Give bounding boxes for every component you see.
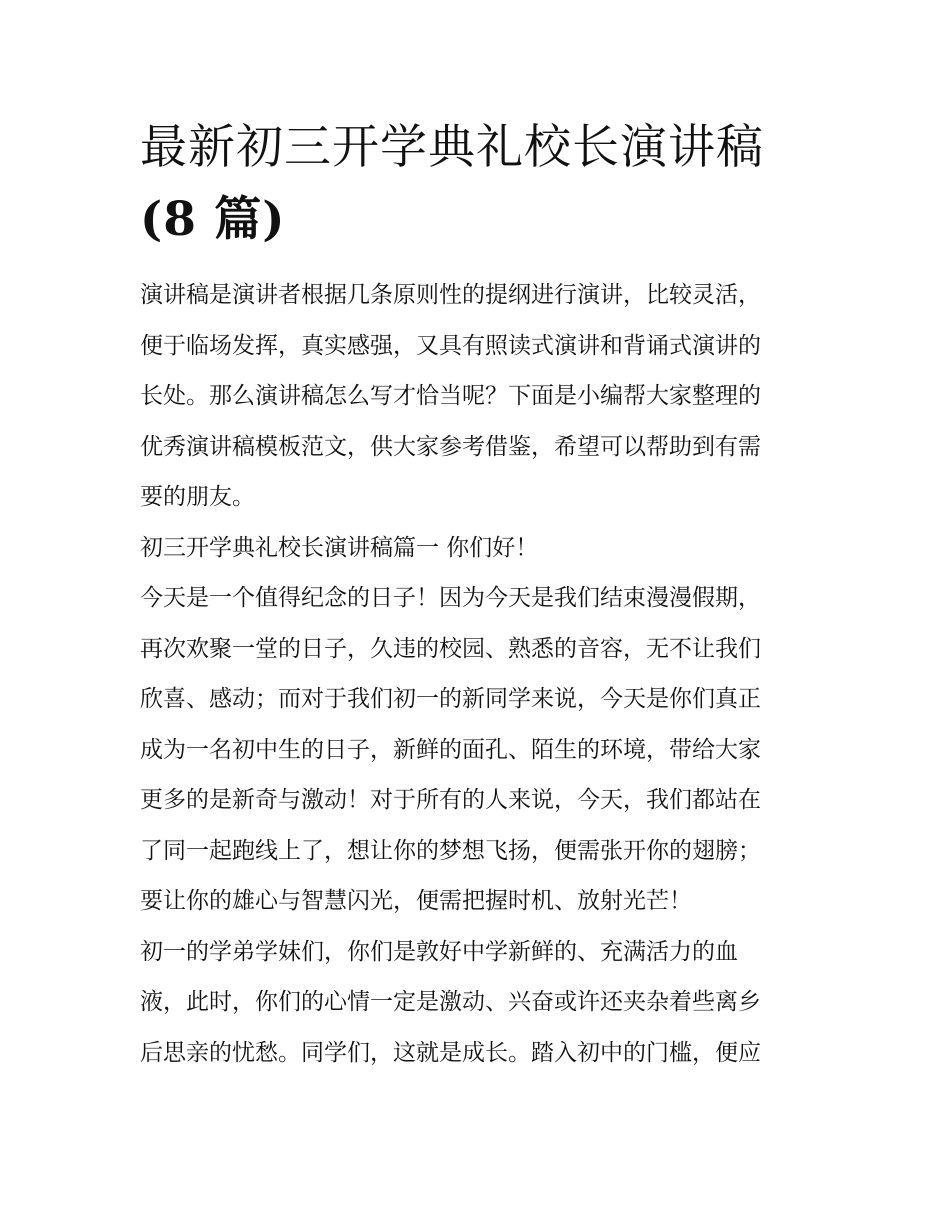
text-line: 了同一起跑线上了，想让你的梦想飞扬，便需张开你的翅膀； — [140, 837, 761, 864]
section-heading-paragraph — [140, 523, 812, 574]
text-line: 后思亲的忧愁。同学们，这就是成长。踏入初中的门槛，便应 — [140, 1039, 761, 1066]
text-line: 优秀演讲稿模板范文，供大家参考借鉴，希望可以帮助到有需 — [140, 433, 761, 460]
body-paragraph-1 — [140, 573, 812, 927]
title-line-1: 最新初三开学典礼校长演讲稿 — [140, 120, 764, 175]
text-line: 长处。那么演讲稿怎么写才恰当呢？下面是小编帮大家整理的 — [140, 383, 761, 409]
text-line: 要让你的雄心与智慧闪光，便需把握时机、放射光芒！ — [140, 888, 692, 914]
document-title — [140, 112, 812, 256]
text-line: 更多的是新奇与激动！对于所有的人来说，今天，我们都站在 — [140, 787, 761, 813]
text-line: 初一的学弟学妹们，你们是敦好中学新鲜的、充满活力的血 — [140, 938, 738, 965]
text-line: 初三开学典礼校长演讲稿篇一 你们好！ — [140, 534, 539, 561]
text-line: 欣喜、感动；而对于我们初一的新同学来说，今天是你们真正 — [140, 686, 761, 712]
text-line: 便于临场发挥，真实感强，又具有照读式演讲和背诵式演讲的 — [140, 332, 761, 359]
text-line: 成为一名初中生的日子，新鲜的面孔、陌生的环境，带给大家 — [140, 736, 761, 763]
text-line: 演讲稿是演讲者根据几条原则性的提纲进行演讲，比较灵活， — [140, 282, 761, 308]
intro-paragraph — [140, 270, 812, 523]
text-line: 再次欢聚一堂的日子，久违的校园、熟悉的音容，无不让我们 — [140, 635, 761, 662]
document-page — [140, 112, 812, 1078]
body-paragraph-2 — [140, 927, 812, 1079]
title-line-2: (8 篇) — [140, 192, 286, 247]
text-line: 要的朋友。 — [140, 484, 255, 510]
text-line: 液，此时，你们的心情一定是激动、兴奋或许还夹杂着些离乡 — [140, 989, 761, 1015]
text-line: 今天是一个值得纪念的日子！因为今天是我们结束漫漫假期， — [140, 585, 761, 611]
